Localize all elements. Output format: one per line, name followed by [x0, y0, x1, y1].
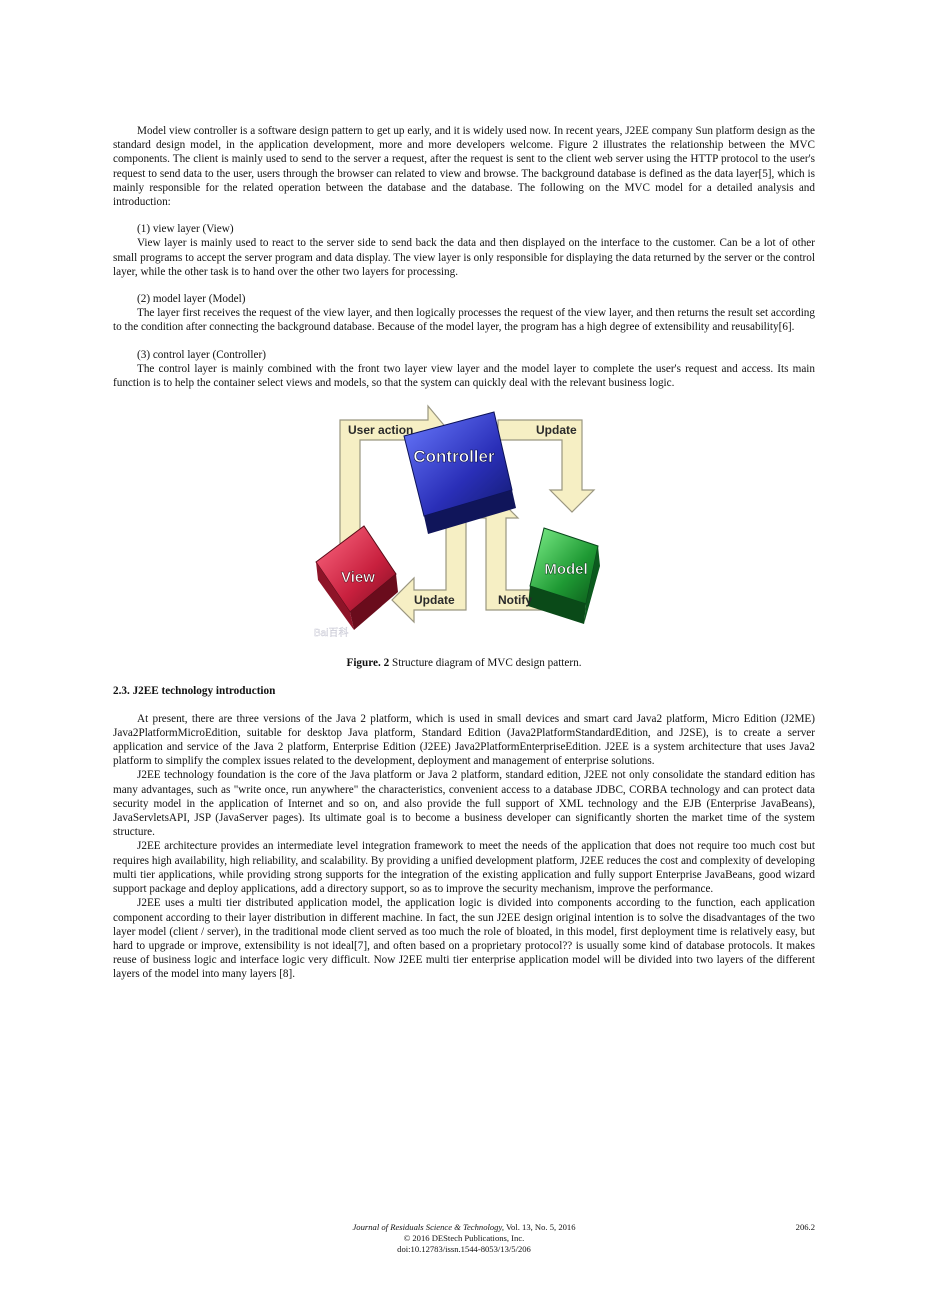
model-layer-section	[113, 292, 815, 335]
paper-page	[113, 124, 815, 982]
control-layer-section	[113, 348, 815, 391]
caption-label: Figure. 2	[346, 657, 390, 670]
model-label: Model	[544, 561, 588, 579]
control-layer-body: The control layer is mainly combined with the front two layer view layer and the model layer to complete the user's request and access. Its main function is to help the container select views and models, so that the system can quickly deal with the relevant business logic.	[113, 362, 815, 390]
journal-name: Journal of Residuals Science & Technology,	[352, 1222, 504, 1232]
doi-line: doi:10.12783/issn.1544-8053/13/5/206	[397, 1244, 531, 1254]
user-action-label: User action	[348, 423, 414, 438]
view-layer-body: View layer is mainly used to react to the server side to send back the data and then displayed on the interface to the customer. Can be a lot of other small programs to accept the server program and data display. The view layer is only responsible for displaying the data returned by the server or the control layer, while the other task is to hand over the other two layers for processing.	[113, 237, 815, 278]
journal-volume: Vol. 13, No. 5, 2016	[503, 1222, 576, 1232]
intro-paragraph: Model view controller is a software design pattern to get up early, and it is widely used now. In recent years, J2EE company Sun platform design as the standard design model, in the application development, more and more developers welcome. Figure 2 illustrates the relationship between the MVC components. The client is mainly used to send to the server a request, after the request is sent to the client web server using the HTTP protocol to the user's request to send data to the user, users through the browser can related to view and browse. The background database is defined as the data layer[5], which is mainly responsible for the related operation between the database and the database. The following on the MVC model for a detailed analysis and introduction:	[113, 125, 815, 209]
notify-label: Notify	[498, 593, 532, 608]
mvc-diagram	[308, 398, 618, 646]
model-layer-heading: (2) model layer (Model)	[137, 293, 246, 306]
figure-caption	[113, 656, 815, 670]
view-layer-section	[113, 222, 815, 279]
watermark-text: Bai百科	[314, 628, 349, 640]
caption-text: Structure diagram of MVC design pattern.	[389, 657, 582, 670]
controller-label: Controller	[413, 447, 495, 467]
update-bottom-label: Update	[414, 593, 455, 608]
view-cube	[316, 526, 398, 630]
section-title: 2.3. J2EE technology introduction	[113, 685, 276, 698]
section-paragraph: J2EE technology foundation is the core of the Java platform or Java 2 platform, standard edition, J2EE not only consolidate the standard edition has many advantages, such as "write once, run anywhere" the characteristics, convenient access to a database JDBC, CORBA technology and can protect data security model in the application of Internet and so on, and also provide the full support of XML technology and the EJB (Enterprise JavaBeans), JavaServletsAPI, JSP (JavaServer pages). Its ultimate goal is to become a business developer can significantly shorten the market time of the system structure.	[113, 769, 815, 839]
mvc-figure	[113, 398, 815, 646]
section-paragraph: J2EE architecture provides an intermediate level integration framework to meet the needs of the application that does not require too much cost but requires high availability, high reliability, and scalability. By providing a unified development platform, J2EE reduces the cost and complexity of developing multi tier applications, while providing strong supports for the integration of the existing application and fully support Enterprise JavaBeans, good wizard support package and deploy applications, add a directory support, so as to improve the security mechanism, improve the performance.	[113, 840, 815, 896]
section-paragraph: J2EE uses a multi tier distributed application model, the application logic is divided into components according to the function, each application component according to their layer distribution in different machine. In fact, the sun J2EE design original intention is to solve the disadvantages of the two layer model (client / server), in the traditional mode client served as too much the role of bloated, in this model, first deployment time is relatively easy, but hard to upgrade or improve, extensibility is not ideal[7], and often based on a proprietary protocol?? is usually some kind of database protocols. It makes reuse of business logic and interface logic very difficult. Now J2EE multi tier enterprise application model will be divided into two layers of the different layers of the model into many layers [8].	[113, 897, 815, 981]
page-number: 206.2	[795, 1222, 815, 1232]
footer-journal-line	[113, 1222, 815, 1233]
view-layer-heading: (1) view layer (View)	[137, 223, 234, 236]
view-label: View	[341, 569, 375, 587]
control-layer-heading: (3) control layer (Controller)	[137, 348, 266, 361]
section-paragraph: At present, there are three versions of the Java 2 platform, which is used in small devices and smart card Java2 platform, Micro Edition (J2ME) Java2PlatformMicroEdition, suitable for desktop Java platform, Standard Edition (Java2PlatformStandardEdition, and J2SE), is to create a server application and service of the Java 2 platform, Enterprise Edition (J2EE) Java2PlatformEnterpriseEdition. J2EE is a system architecture that uses Java2 platform to simplify the complex issues related to the development, deployment and management of enterprise solutions.	[113, 712, 815, 768]
update-top-label: Update	[536, 423, 577, 438]
page-footer	[113, 1222, 815, 1255]
copyright-line: © 2016 DEStech Publications, Inc.	[403, 1233, 525, 1243]
model-layer-body: The layer first receives the request of the view layer, and then logically processes the request of the view layer, and then returns the result set according to the condition after connecting the background database. Because of the model layer, the program has a high degree of extensibility and reusability[6].	[113, 307, 815, 334]
